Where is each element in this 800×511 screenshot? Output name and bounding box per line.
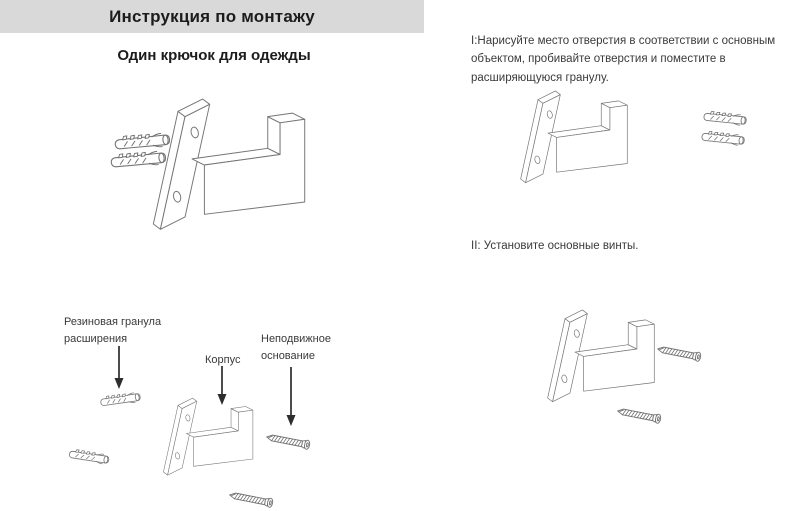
hook-bracket-drawing [163,398,252,475]
hook-bracket-drawing [521,91,628,183]
hook-bracket-drawing [548,310,655,402]
wall-plug-drawing [115,131,171,151]
main-assembly-diagram [90,82,340,240]
part-label-fixed-base: Неподвижное основание [261,333,331,363]
step-2-text: II: Установите основные винты. [471,240,639,252]
step-1-text: I:Нарисуйте место отверстия в соответствии с основным объектом, пробивайте отверстия и поместите в расширяющуюся гранулу. [471,35,776,84]
wall-plug-drawing [100,391,141,408]
screw-drawing [657,344,702,361]
wall-plug-drawing [111,149,167,169]
hook-bracket-drawing [153,99,304,229]
wall-plug-drawing [69,449,110,465]
screw-drawing [617,406,662,423]
parts-diagram [55,383,355,511]
screw-drawing [229,490,274,507]
wall-plug-drawing [703,111,746,126]
page-title: Инструкция по монтажу [109,7,315,26]
step-2-diagram [528,296,790,431]
part-label-body: Корпус [205,354,241,366]
step-1-diagram [495,84,775,212]
wall-plug-drawing [701,131,744,146]
screw-drawing [266,432,311,449]
part-label-expansion-anchor: Резиновая гранула расширения [64,316,162,346]
product-subtitle: Один крючок для одежды [117,47,311,64]
header-bar [0,0,424,33]
